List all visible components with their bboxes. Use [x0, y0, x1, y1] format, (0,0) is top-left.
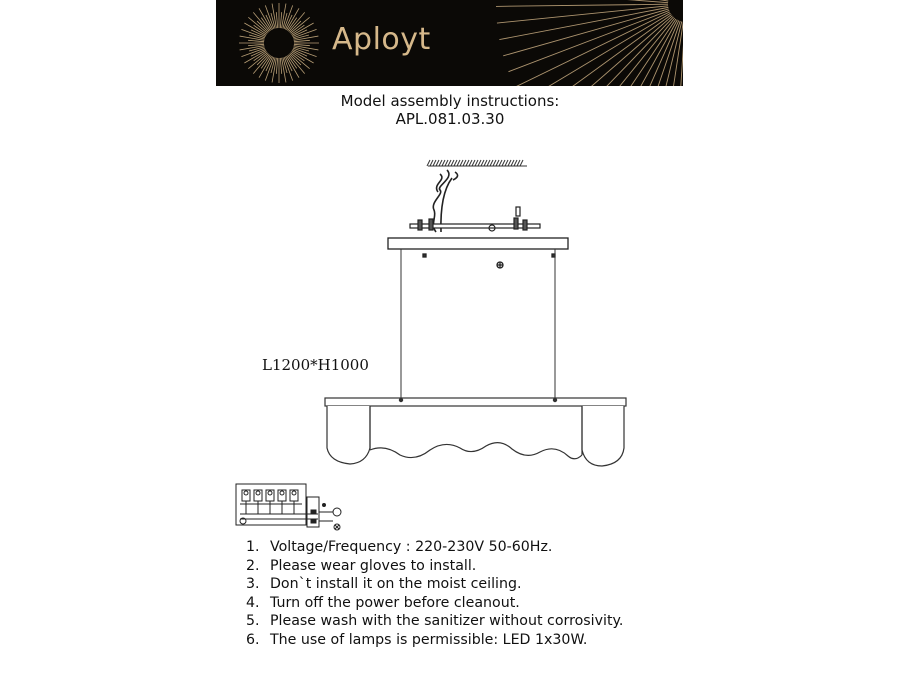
instruction-number: 6. [246, 631, 260, 648]
instruction-text: Don`t install it on the moist ceiling. [270, 576, 522, 593]
suspension-wires [401, 249, 555, 400]
instruction-text: Please wash with the sanitizer without corrosivity. [270, 613, 624, 630]
instruction-text: Voltage/Frequency : 220-230V 50-60Hz. [270, 539, 553, 555]
instruction-item [246, 631, 623, 650]
instructions-list [246, 538, 623, 650]
document-title: Model assembly instructions: [340, 92, 560, 110]
instruction-number: 5. [246, 613, 260, 630]
instruction-item [246, 557, 623, 576]
dimension-label: L1200*H1000 [262, 356, 369, 374]
wiring-diagram [236, 484, 341, 530]
instruction-text: Turn off the power before cleanout. [270, 594, 520, 611]
ceiling-hatch [427, 160, 527, 166]
lamp-body [325, 398, 626, 466]
instruction-number: 4. [246, 594, 260, 611]
instruction-item [246, 538, 623, 557]
model-number: APL.081.03.30 [395, 110, 505, 128]
canopy [388, 238, 568, 268]
instruction-text: The use of lamps is permissible: LED 1x30W. [270, 631, 588, 648]
instruction-item [246, 594, 623, 613]
instruction-text: Please wear gloves to install. [270, 557, 477, 574]
instruction-number: 2. [246, 557, 260, 574]
instruction-item [246, 575, 623, 594]
mounting-bar [410, 207, 540, 231]
instruction-number: 1. [246, 539, 260, 555]
instruction-number: 3. [246, 576, 260, 593]
power-cord [433, 170, 457, 232]
instruction-item [246, 612, 623, 631]
brand-logo-text: Aployt [332, 22, 431, 57]
